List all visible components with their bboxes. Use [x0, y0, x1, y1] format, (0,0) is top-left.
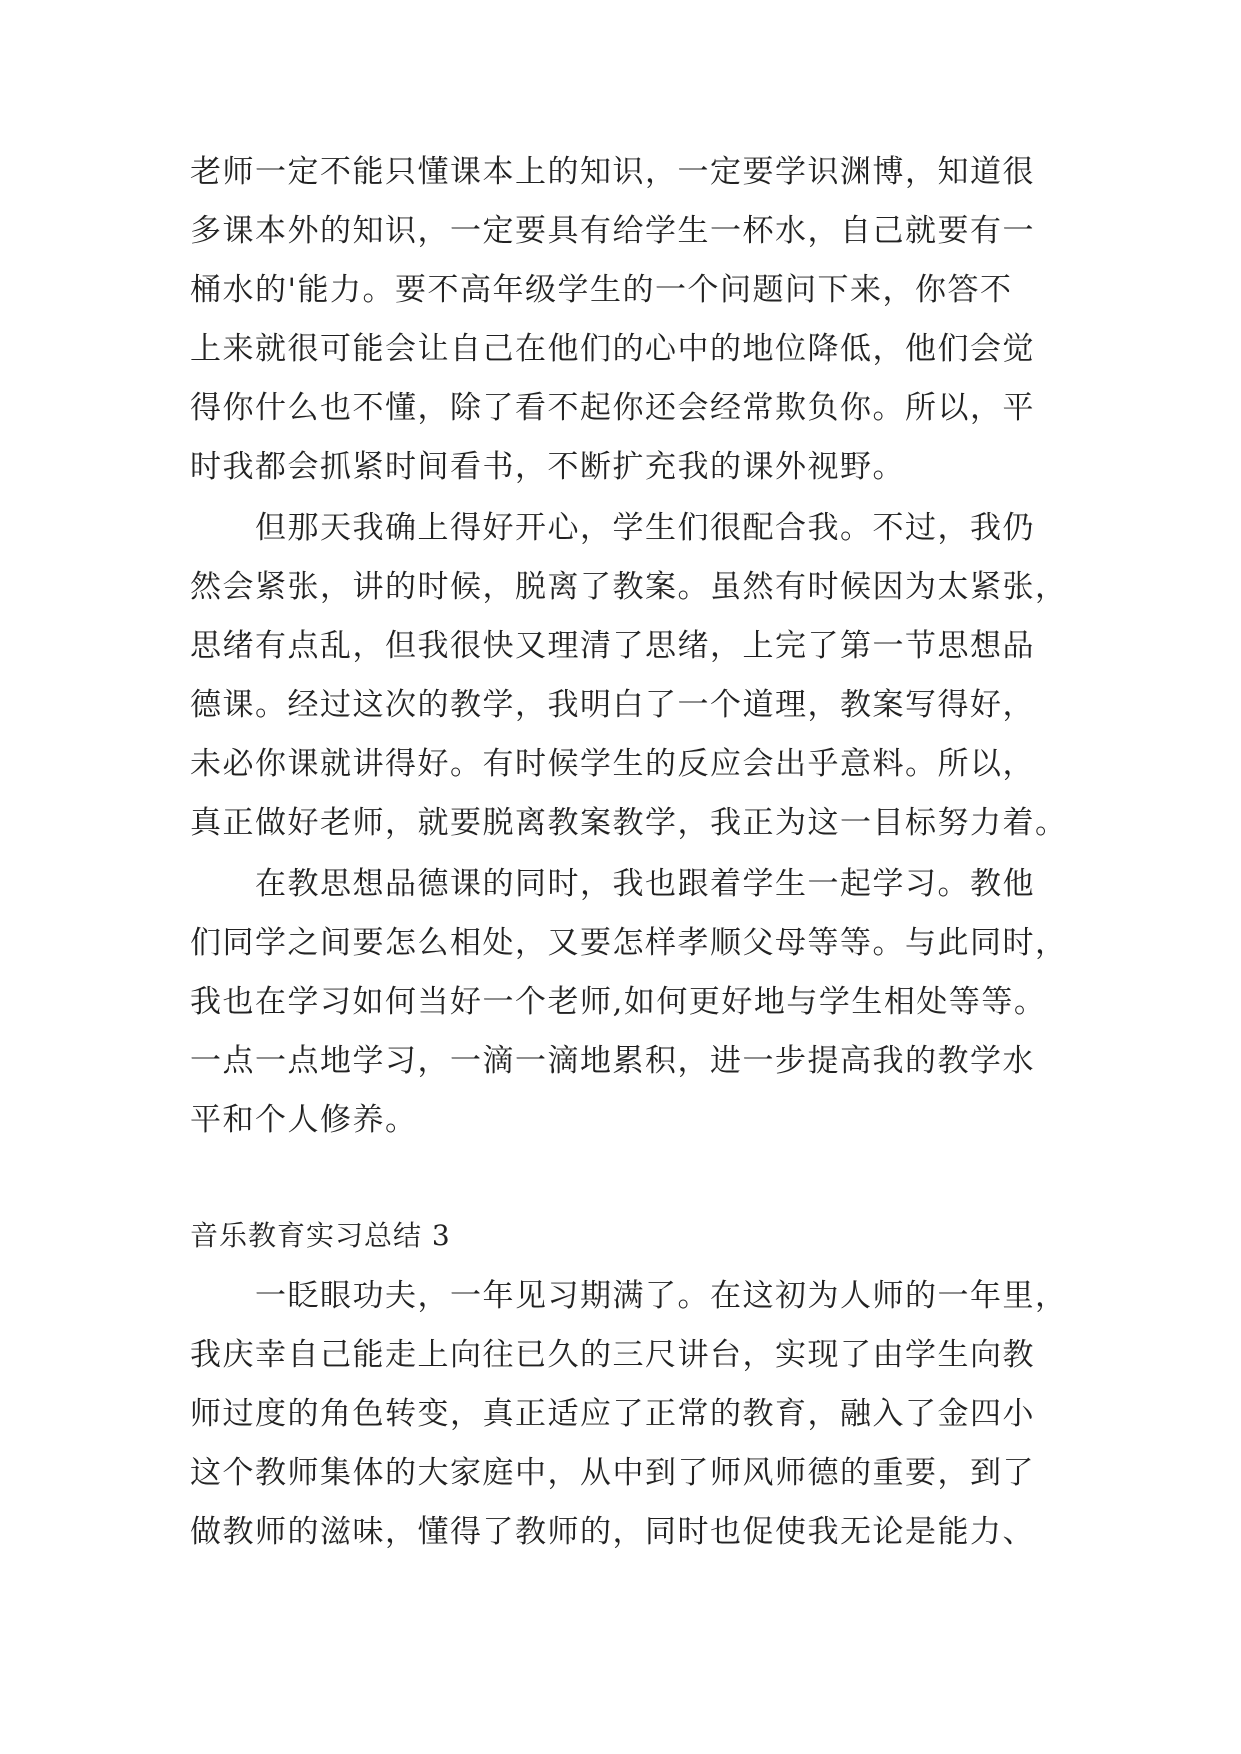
text-line: 师过度的角色转变，真正适应了正常的教育，融入了金四小	[190, 1396, 1035, 1432]
text-line: 平和个人修养。	[190, 1102, 418, 1138]
text-line: 德课。经过这次的教学，我明白了一个道理，教案写得好，	[190, 687, 1035, 723]
text-line: 真正做好老师，就要脱离教案教学，我正为这一目标努力着。	[190, 805, 1068, 841]
text-line: 一点一点地学习，一滴一滴地累积，进一步提高我的教学水	[190, 1043, 1035, 1079]
text-line: 做教师的滋味，懂得了教师的，同时也促使我无论是能力、	[190, 1514, 1035, 1550]
text-line: 然会紧张，讲的时候，脱离了教案。虽然有时候因为太紧张，	[190, 569, 1068, 605]
text-line: 我也在学习如何当好一个老师,如何更好地与学生相处等等。	[190, 984, 1047, 1020]
text-line: 上来就很可能会让自己在他们的心中的地位降低，他们会觉	[190, 331, 1035, 367]
text-line: 在教思想品德课的同时，我也跟着学生一起学习。教他	[255, 866, 1035, 902]
text-line: 们同学之间要怎么相处，又要怎样孝顺父母等等。与此同时，	[190, 925, 1068, 961]
text-line: 思绪有点乱，但我很快又理清了思绪，上完了第一节思想品	[190, 628, 1035, 664]
text-line: 未必你课就讲得好。有时候学生的反应会出乎意料。所以，	[190, 746, 1035, 782]
text-line: 但那天我确上得好开心，学生们很配合我。不过，我仍	[255, 510, 1035, 546]
text-line: 一眨眼功夫，一年见习期满了。在这初为人师的一年里，	[255, 1278, 1068, 1314]
text-line: 我庆幸自己能走上向往已久的三尺讲台，实现了由学生向教	[190, 1337, 1035, 1373]
text-line: 得你什么也不懂，除了看不起你还会经常欺负你。所以，平	[190, 390, 1035, 426]
text-line: 这个教师集体的大家庭中，从中到了师风师德的重要，到了	[190, 1455, 1035, 1491]
text-line: 桶水的'能力。要不高年级学生的一个问题问下来，你答不	[190, 272, 1013, 308]
text-line: 老师一定不能只懂课本上的知识，一定要学识渊博，知道很	[190, 154, 1035, 190]
text-line: 多课本外的知识，一定要具有给学生一杯水，自己就要有一	[190, 213, 1035, 249]
section-heading: 音乐教育实习总结 3	[190, 1219, 451, 1252]
text-line: 时我都会抓紧时间看书，不断扩充我的课外视野。	[190, 449, 905, 485]
